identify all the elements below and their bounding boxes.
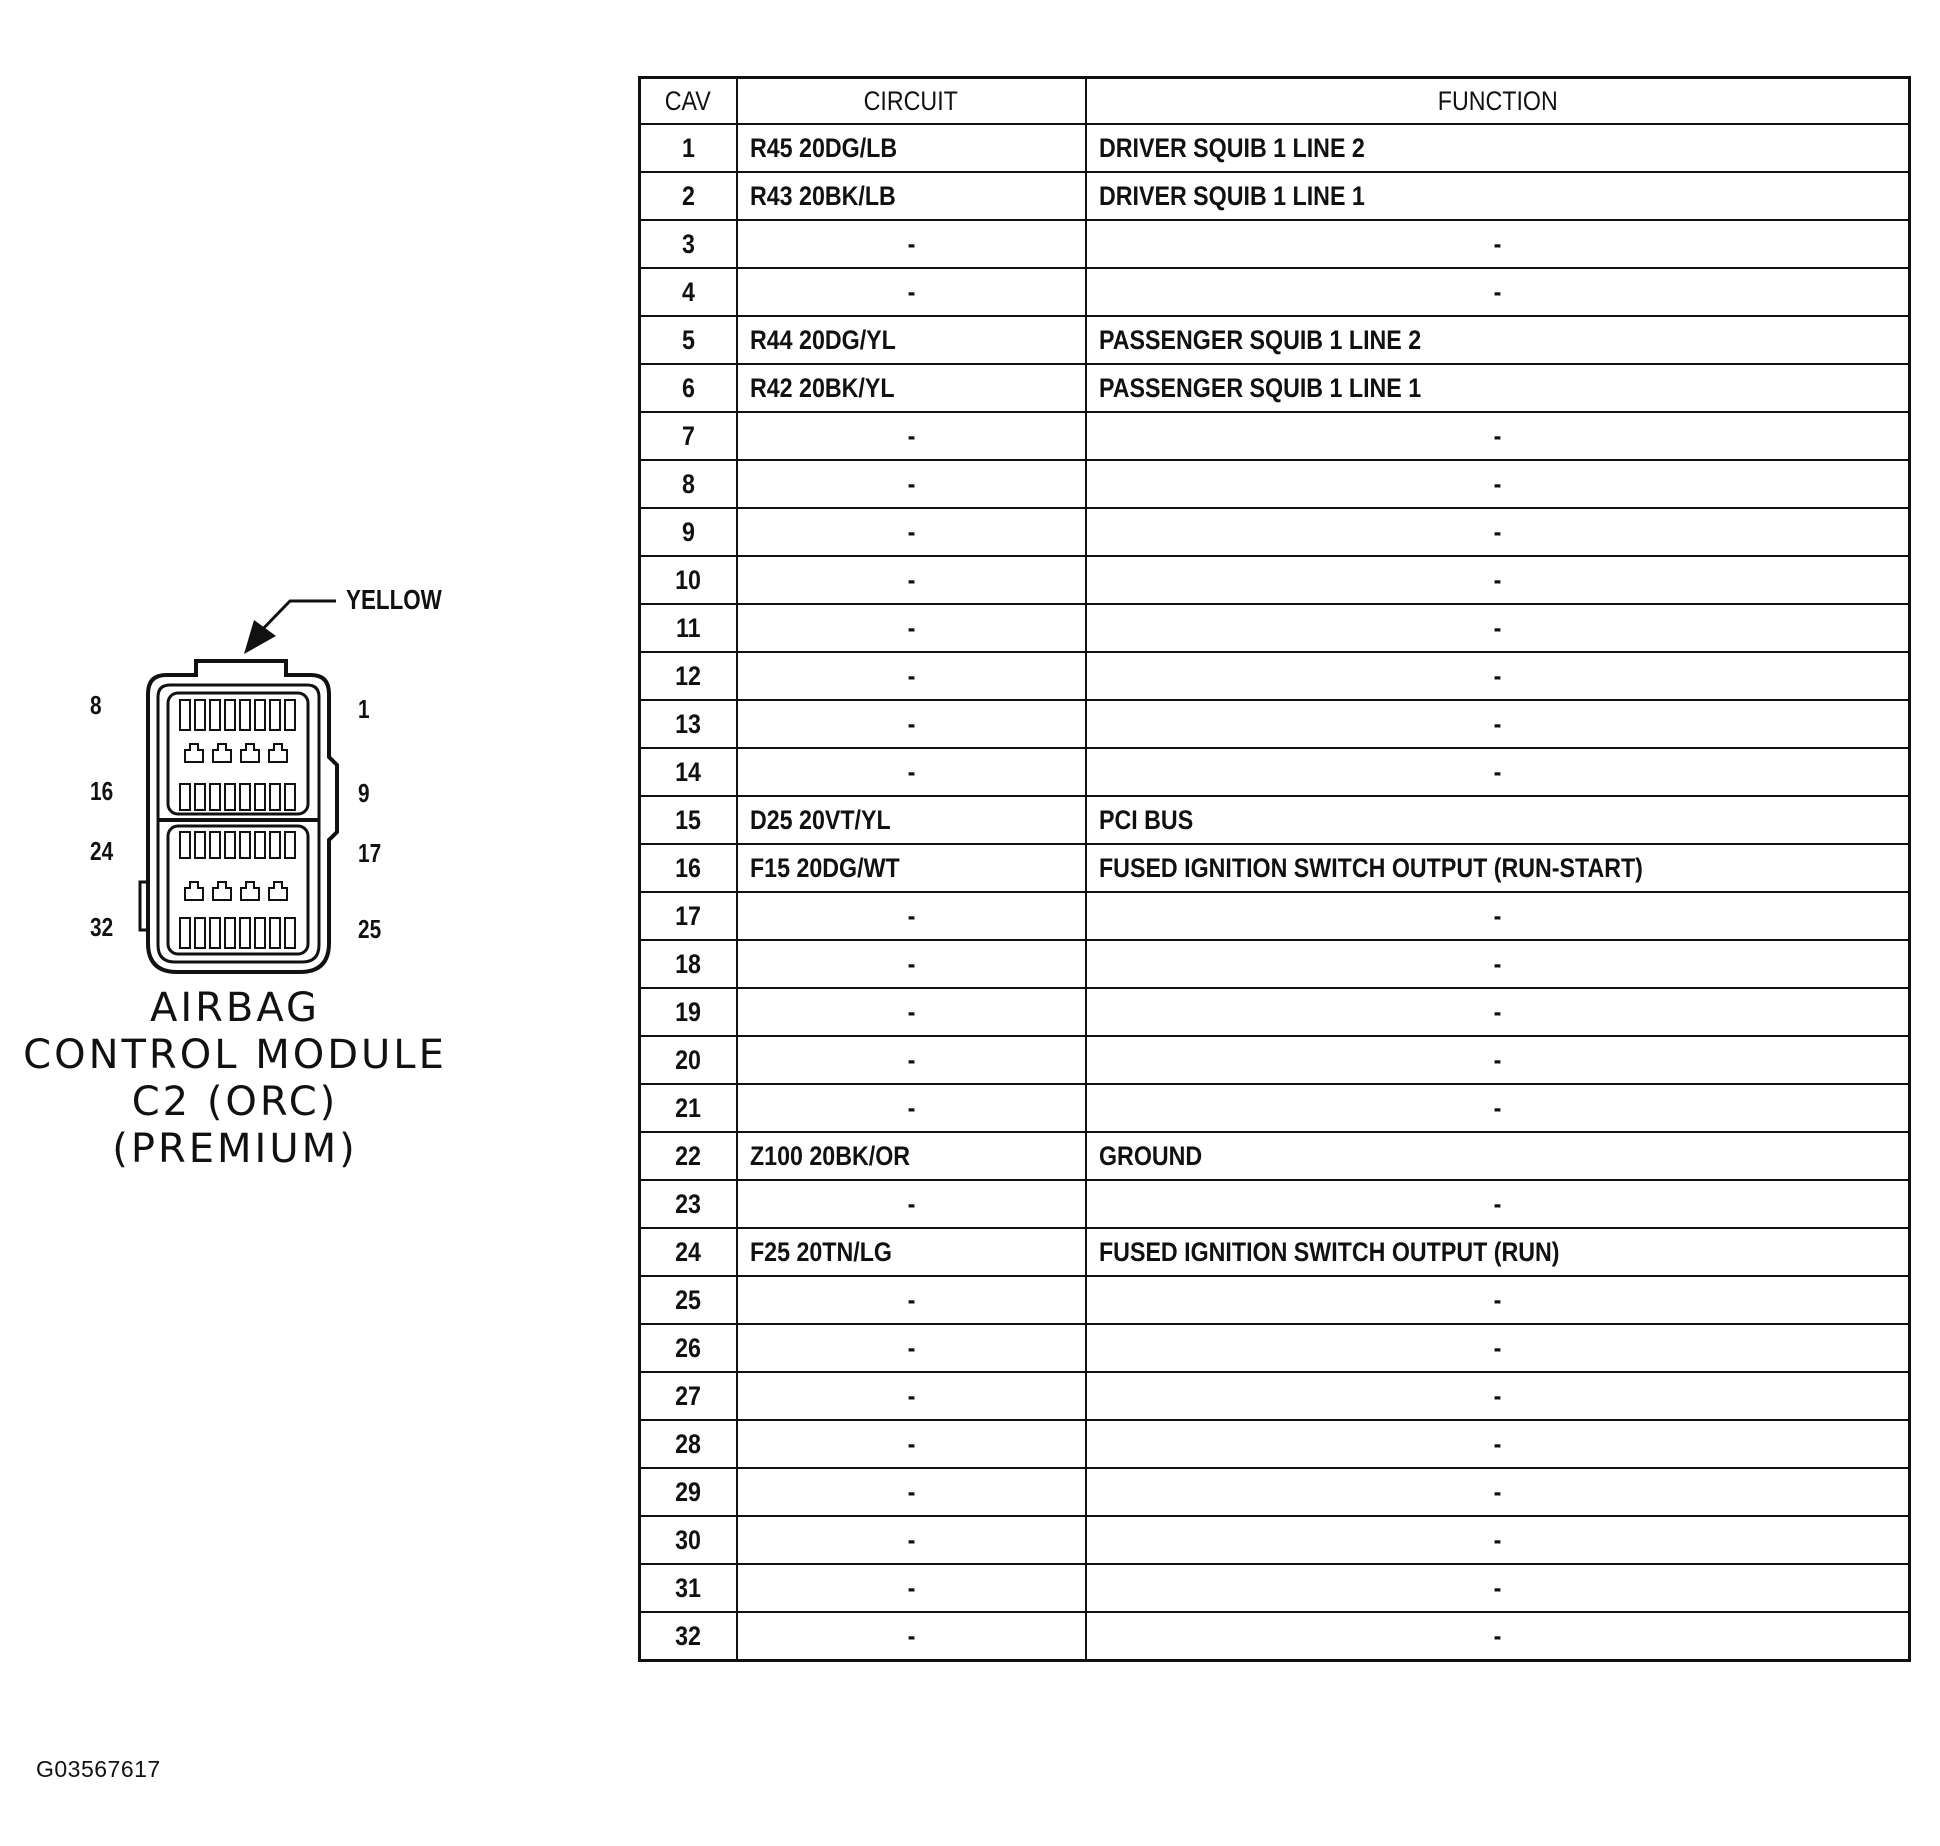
terminal-latch	[269, 882, 287, 900]
function-cell: -	[1086, 1612, 1910, 1661]
cav-cell: 2	[640, 172, 737, 220]
terminal-cavities	[180, 700, 295, 948]
circuit-cell: -	[737, 940, 1086, 988]
caption-line-2: CONTROL MODULE	[23, 1032, 447, 1078]
terminal-cavity	[195, 700, 205, 730]
circuit-cell: -	[737, 220, 1086, 268]
pin-label-17: 17	[358, 838, 382, 868]
pin-label-25: 25	[358, 914, 382, 944]
terminal-cavity	[255, 784, 265, 810]
header-circuit: CIRCUIT	[737, 78, 1086, 125]
cav-cell: 9	[640, 508, 737, 556]
terminal-cavity	[210, 918, 220, 948]
cav-cell: 32	[640, 1612, 737, 1661]
terminal-cavity	[240, 784, 250, 810]
cav-cell: 21	[640, 1084, 737, 1132]
cav-cell: 29	[640, 1468, 737, 1516]
terminal-cavity	[270, 832, 280, 858]
cav-cell: 31	[640, 1564, 737, 1612]
terminal-cavity	[270, 700, 280, 730]
cav-cell: 17	[640, 892, 737, 940]
circuit-cell: -	[737, 508, 1086, 556]
circuit-cell: -	[737, 988, 1086, 1036]
function-cell: -	[1086, 604, 1910, 652]
circuit-cell: -	[737, 892, 1086, 940]
terminal-cavity	[270, 784, 280, 810]
circuit-cell: -	[737, 1276, 1086, 1324]
terminal-cavity	[240, 832, 250, 858]
cav-cell: 8	[640, 460, 737, 508]
function-cell: -	[1086, 1468, 1910, 1516]
cav-cell: 1	[640, 124, 737, 172]
circuit-cell: -	[737, 1516, 1086, 1564]
circuit-cell: R43 20BK/LB	[737, 172, 1086, 220]
circuit-cell: -	[737, 460, 1086, 508]
function-cell: GROUND	[1086, 1132, 1910, 1180]
cav-cell: 3	[640, 220, 737, 268]
circuit-cell: -	[737, 652, 1086, 700]
table-row	[640, 940, 1910, 988]
function-cell: -	[1086, 1084, 1910, 1132]
function-cell: -	[1086, 940, 1910, 988]
function-cell: -	[1086, 988, 1910, 1036]
pin-label-32: 32	[90, 912, 114, 942]
cav-cell: 19	[640, 988, 737, 1036]
table-row	[640, 1180, 1910, 1228]
cav-cell: 28	[640, 1420, 737, 1468]
terminal-cavity	[225, 700, 235, 730]
function-cell: -	[1086, 652, 1910, 700]
terminal-cavity	[225, 784, 235, 810]
function-cell: -	[1086, 748, 1910, 796]
terminal-cavity	[210, 700, 220, 730]
cav-cell: 11	[640, 604, 737, 652]
cav-cell: 26	[640, 1324, 737, 1372]
connector-caption	[0, 985, 470, 1173]
table-row	[640, 1468, 1910, 1516]
function-cell: -	[1086, 1372, 1910, 1420]
function-cell: DRIVER SQUIB 1 LINE 2	[1086, 124, 1910, 172]
function-cell: DRIVER SQUIB 1 LINE 1	[1086, 172, 1910, 220]
table-row	[640, 1084, 1910, 1132]
function-cell: PASSENGER SQUIB 1 LINE 2	[1086, 316, 1910, 364]
cav-cell: 20	[640, 1036, 737, 1084]
circuit-cell: D25 20VT/YL	[737, 796, 1086, 844]
terminal-cavity	[240, 918, 250, 948]
terminal-cavity	[180, 832, 190, 858]
function-cell: -	[1086, 892, 1910, 940]
table-row	[640, 1276, 1910, 1324]
circuit-cell: -	[737, 1468, 1086, 1516]
table-row	[640, 1036, 1910, 1084]
function-cell: -	[1086, 412, 1910, 460]
table-body	[640, 124, 1910, 1661]
table-row	[640, 748, 1910, 796]
pin-label-16: 16	[90, 776, 114, 806]
cav-cell: 5	[640, 316, 737, 364]
function-cell: -	[1086, 700, 1910, 748]
table-row	[640, 268, 1910, 316]
cav-cell: 27	[640, 1372, 737, 1420]
pin-label-1: 1	[358, 694, 370, 724]
table-row	[640, 316, 1910, 364]
function-cell: -	[1086, 1564, 1910, 1612]
terminal-cavity	[255, 832, 265, 858]
circuit-cell: -	[737, 1612, 1086, 1661]
table-row	[640, 412, 1910, 460]
caption-line-4: (PREMIUM)	[112, 1126, 358, 1172]
figure-id: G03567617	[36, 1756, 161, 1782]
terminal-cavity	[255, 918, 265, 948]
table-row	[640, 604, 1910, 652]
terminal-cavity	[240, 700, 250, 730]
circuit-cell: -	[737, 604, 1086, 652]
terminal-latch	[269, 744, 287, 762]
function-cell: -	[1086, 460, 1910, 508]
terminal-latch	[185, 882, 203, 900]
circuit-cell: -	[737, 1084, 1086, 1132]
table-row	[640, 1228, 1910, 1276]
table-row	[640, 1372, 1910, 1420]
terminal-cavity	[225, 918, 235, 948]
circuit-cell: -	[737, 268, 1086, 316]
cav-cell: 25	[640, 1276, 737, 1324]
terminal-latch	[213, 744, 231, 762]
function-cell: -	[1086, 220, 1910, 268]
function-cell: FUSED IGNITION SWITCH OUTPUT (RUN)	[1086, 1228, 1910, 1276]
function-cell: -	[1086, 1420, 1910, 1468]
table-row	[640, 1564, 1910, 1612]
table-row	[640, 652, 1910, 700]
function-cell: -	[1086, 1276, 1910, 1324]
caption-line-1: AIRBAG	[149, 985, 321, 1031]
terminal-cavity	[180, 784, 190, 810]
table-row	[640, 1516, 1910, 1564]
cav-cell: 6	[640, 364, 737, 412]
terminal-cavity	[285, 784, 295, 810]
circuit-cell: R45 20DG/LB	[737, 124, 1086, 172]
table-header-row	[640, 78, 1910, 125]
callout-arrowhead	[244, 620, 276, 654]
table-row	[640, 460, 1910, 508]
function-cell: -	[1086, 508, 1910, 556]
terminal-cavity	[225, 832, 235, 858]
table-row	[640, 1420, 1910, 1468]
circuit-cell: R42 20BK/YL	[737, 364, 1086, 412]
pin-label-8: 8	[90, 690, 102, 720]
table-row	[640, 508, 1910, 556]
function-cell: FUSED IGNITION SWITCH OUTPUT (RUN-START)	[1086, 844, 1910, 892]
circuit-cell: -	[737, 1036, 1086, 1084]
terminal-cavity	[285, 700, 295, 730]
table-row	[640, 172, 1910, 220]
circuit-cell: -	[737, 748, 1086, 796]
function-cell: -	[1086, 1324, 1910, 1372]
function-cell: PASSENGER SQUIB 1 LINE 1	[1086, 364, 1910, 412]
table-row	[640, 844, 1910, 892]
cav-cell: 22	[640, 1132, 737, 1180]
terminal-cavity	[180, 918, 190, 948]
terminal-latch	[241, 744, 259, 762]
cav-cell: 10	[640, 556, 737, 604]
terminal-cavity	[270, 918, 280, 948]
function-cell: -	[1086, 556, 1910, 604]
terminal-cavity	[195, 832, 205, 858]
table-row	[640, 1132, 1910, 1180]
cav-cell: 18	[640, 940, 737, 988]
circuit-cell: F15 20DG/WT	[737, 844, 1086, 892]
table-row	[640, 892, 1910, 940]
header-function: FUNCTION	[1086, 78, 1910, 125]
cav-cell: 12	[640, 652, 737, 700]
header-cav: CAV	[640, 78, 737, 125]
terminal-cavity	[285, 918, 295, 948]
caption-line-3: C2 (ORC)	[131, 1079, 339, 1125]
table-row	[640, 220, 1910, 268]
connector-color-callout: YELLOW	[346, 584, 442, 615]
terminal-cavity	[195, 784, 205, 810]
callout-leader-line	[258, 601, 336, 634]
circuit-cell: -	[737, 1564, 1086, 1612]
cav-cell: 4	[640, 268, 737, 316]
function-cell: -	[1086, 1516, 1910, 1564]
table-row	[640, 1612, 1910, 1661]
pin-label-9: 9	[358, 778, 370, 808]
cav-cell: 30	[640, 1516, 737, 1564]
terminal-latch	[213, 882, 231, 900]
cav-cell: 16	[640, 844, 737, 892]
table-row	[640, 124, 1910, 172]
function-cell: -	[1086, 1036, 1910, 1084]
circuit-cell: -	[737, 1420, 1086, 1468]
function-cell: -	[1086, 268, 1910, 316]
cav-cell: 7	[640, 412, 737, 460]
terminal-cavity	[285, 832, 295, 858]
circuit-cell: R44 20DG/YL	[737, 316, 1086, 364]
terminal-cavity	[210, 784, 220, 810]
cav-cell: 23	[640, 1180, 737, 1228]
cav-cell: 14	[640, 748, 737, 796]
terminal-cavity	[195, 918, 205, 948]
table-row	[640, 364, 1910, 412]
terminal-cavity	[255, 700, 265, 730]
cav-cell: 15	[640, 796, 737, 844]
circuit-cell: -	[737, 700, 1086, 748]
circuit-cell: -	[737, 1180, 1086, 1228]
table-row	[640, 1324, 1910, 1372]
circuit-cell: F25 20TN/LG	[737, 1228, 1086, 1276]
table-row	[640, 556, 1910, 604]
circuit-cell: -	[737, 412, 1086, 460]
pinout-table	[638, 76, 1911, 1662]
pin-label-24: 24	[90, 836, 114, 866]
terminal-cavity	[210, 832, 220, 858]
terminal-latch	[241, 882, 259, 900]
table-row	[640, 700, 1910, 748]
terminal-cavity	[180, 700, 190, 730]
terminal-latch	[185, 744, 203, 762]
table-row	[640, 796, 1910, 844]
table-row	[640, 988, 1910, 1036]
circuit-cell: -	[737, 1324, 1086, 1372]
function-cell: PCI BUS	[1086, 796, 1910, 844]
connector-figure	[0, 0, 640, 1846]
circuit-cell: -	[737, 556, 1086, 604]
function-cell: -	[1086, 1180, 1910, 1228]
circuit-cell: Z100 20BK/OR	[737, 1132, 1086, 1180]
cav-cell: 13	[640, 700, 737, 748]
cav-cell: 24	[640, 1228, 737, 1276]
circuit-cell: -	[737, 1372, 1086, 1420]
